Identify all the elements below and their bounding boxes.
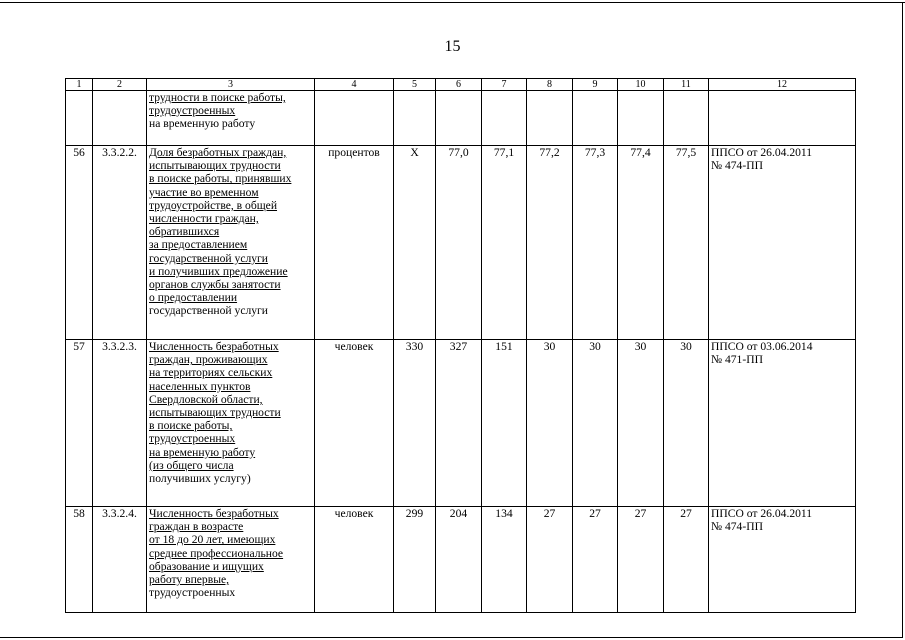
- value-cell: 27: [618, 507, 664, 613]
- row-number: 57: [66, 340, 93, 507]
- row-number: 58: [66, 507, 93, 613]
- header-row: [66, 79, 856, 91]
- table-row: [66, 507, 856, 613]
- source-cell: ППСО от 26.04.2011 № 474-ПП: [709, 507, 856, 613]
- value-cell: 204: [436, 507, 482, 613]
- value-cell: 30: [664, 340, 709, 507]
- header-cell: 5: [394, 79, 436, 91]
- page-frame-bottom: [0, 637, 903, 638]
- value-cell: X: [394, 146, 436, 340]
- value-cell: 77,4: [618, 146, 664, 340]
- indicator-description: Доля безработных граждан, испытывающих трудности в поиске работы, принявших участие во временном трудоустройстве, в общей численности граждан, обратившихся за предоставлением государственной услуги и получивших предложение органов службы занятости о предоставлении государственной услуги: [147, 146, 315, 340]
- indicator-table: [65, 78, 856, 613]
- value-cell: 27: [664, 507, 709, 613]
- indicator-description: Численность безработных граждан, проживающих на территориях сельских населенных пунктов Свердловской области, испытывающих трудности в поиске работы, трудоустроенных на временную работу (из общего числа получивших услугу): [147, 340, 315, 507]
- indicator-description: Численность безработных граждан в возрасте от 18 до 20 лет, имеющих среднее профессиональное образование и ищущих работу впервые, трудоустроенных: [147, 507, 315, 613]
- header-cell: 2: [93, 79, 147, 91]
- header-cell: 3: [147, 79, 315, 91]
- value-cell: 151: [482, 340, 527, 507]
- row-code: 3.3.2.2.: [93, 146, 147, 340]
- value-cell: 330: [394, 340, 436, 507]
- value-cell: 27: [573, 507, 618, 613]
- header-cell: 8: [527, 79, 573, 91]
- unit-cell: процентов: [315, 146, 394, 340]
- unit-cell: человек: [315, 340, 394, 507]
- page-frame-top: [0, 2, 905, 3]
- value-cell: 299: [394, 507, 436, 613]
- value-cell: 30: [573, 340, 618, 507]
- header-cell: 11: [664, 79, 709, 91]
- value-cell: 327: [436, 340, 482, 507]
- header-cell: 12: [709, 79, 856, 91]
- header-cell: 1: [66, 79, 93, 91]
- page-number: 15: [444, 38, 461, 55]
- value-cell: 30: [618, 340, 664, 507]
- table-row-continuation: [66, 91, 856, 146]
- indicator-description: трудности в поиске работы, трудоустроенных на временную работу: [147, 91, 315, 146]
- value-cell: 77,5: [664, 146, 709, 340]
- value-cell: 27: [527, 507, 573, 613]
- source-cell: ППСО от 03.06.2014 № 471-ПП: [709, 340, 856, 507]
- header-cell: 10: [618, 79, 664, 91]
- page-frame-right: [902, 2, 903, 638]
- value-cell: 77,1: [482, 146, 527, 340]
- header-cell: 7: [482, 79, 527, 91]
- row-code: 3.3.2.4.: [93, 507, 147, 613]
- value-cell: 134: [482, 507, 527, 613]
- unit-cell: человек: [315, 507, 394, 613]
- row-number: 56: [66, 146, 93, 340]
- value-cell: 77,3: [573, 146, 618, 340]
- value-cell: 30: [527, 340, 573, 507]
- value-cell: 77,2: [527, 146, 573, 340]
- source-cell: ППСО от 26.04.2011 № 474-ПП: [709, 146, 856, 340]
- header-cell: 9: [573, 79, 618, 91]
- table-row: [66, 340, 856, 507]
- row-code: 3.3.2.3.: [93, 340, 147, 507]
- value-cell: 77,0: [436, 146, 482, 340]
- header-cell: 4: [315, 79, 394, 91]
- table-row: [66, 146, 856, 340]
- header-cell: 6: [436, 79, 482, 91]
